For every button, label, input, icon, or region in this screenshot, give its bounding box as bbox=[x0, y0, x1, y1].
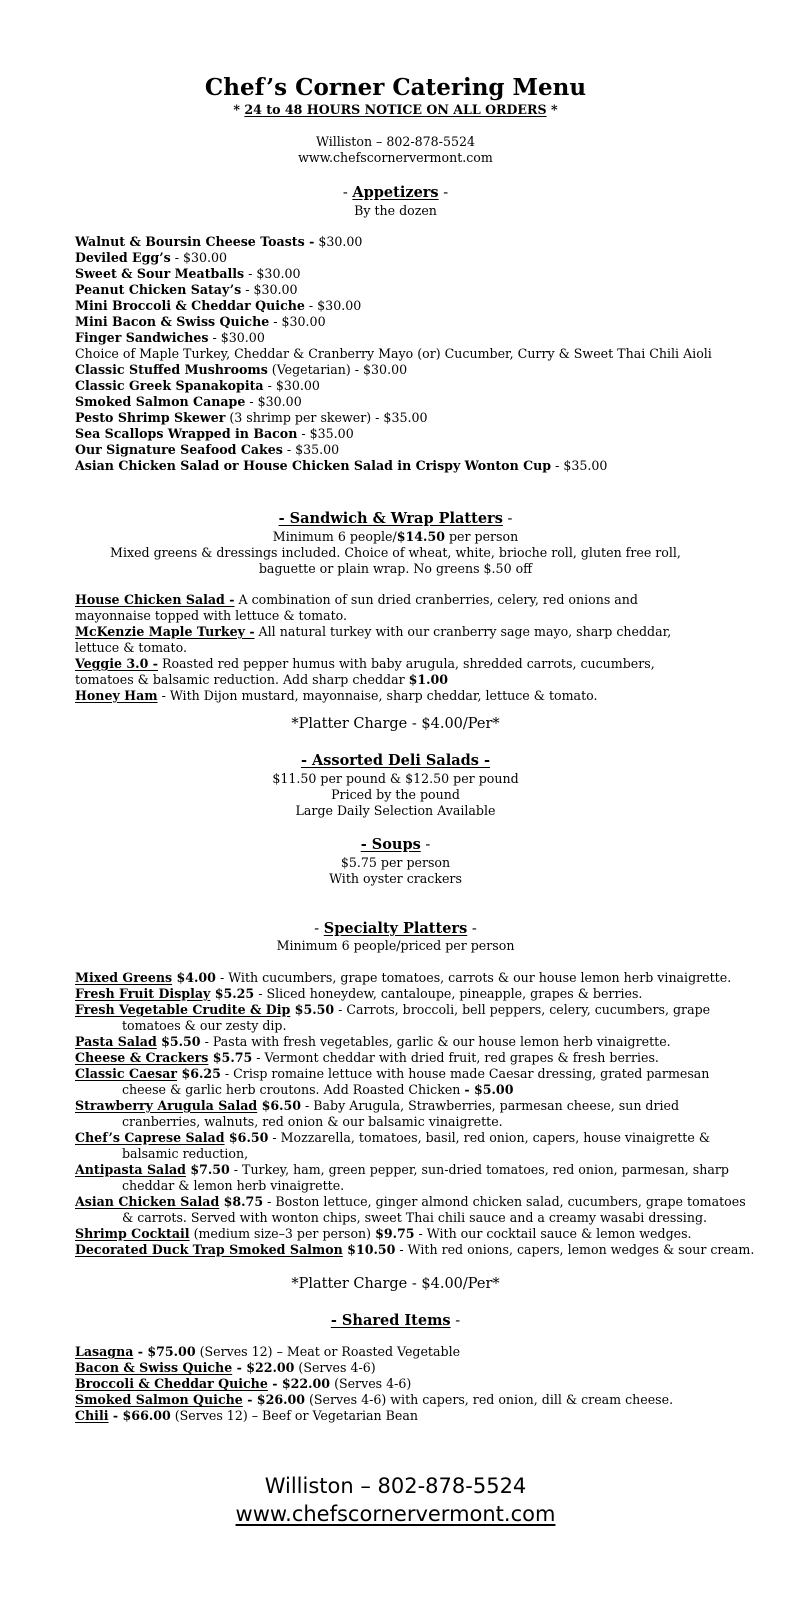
list-item: Strawberry Arugula Salad $6.50 - Baby Arugula, Strawberries, parmesan cheese, sun dried bbox=[75, 1098, 680, 1113]
specialty-list bbox=[75, 970, 755, 1258]
notice-text: 24 to 48 HOURS NOTICE ON ALL ORDERS bbox=[244, 102, 547, 117]
list-item: Asian Chicken Salad $8.75 - Boston lettuce, ginger almond chicken salad, cucumbers, grape tomatoes bbox=[75, 1194, 746, 1209]
list-item: Pesto Shrimp Skewer (3 shrimp per skewer) - $35.00 bbox=[75, 410, 428, 425]
list-item: Mini Broccoli & Cheddar Quiche - $30.00 bbox=[75, 298, 362, 313]
list-item: Our Signature Seafood Cakes - $35.00 bbox=[75, 442, 340, 457]
header-website[interactable]: www.chefscornervermont.com bbox=[298, 150, 493, 165]
list-item: Smoked Salmon Quiche - $26.00 (Serves 4-6) with capers, red onion, dill & cream cheese. bbox=[75, 1392, 674, 1407]
list-item: Smoked Salmon Canape - $30.00 bbox=[75, 394, 302, 409]
list-item: Mini Bacon & Swiss Quiche - $30.00 bbox=[75, 314, 326, 329]
list-item: Bacon & Swiss Quiche - $22.00 (Serves 4-6) bbox=[75, 1360, 376, 1375]
list-item-continuation: & carrots. Served with wonton chips, sweet Thai chili sauce and a creamy wasabi dressing. bbox=[122, 1210, 708, 1225]
list-item: Classic Caesar $6.25 - Crisp romaine lettuce with house made Caesar dressing, grated parmesan bbox=[75, 1066, 710, 1081]
list-item: Deviled Egg’s - $30.00 bbox=[75, 250, 228, 265]
list-item: Choice of Maple Turkey, Cheddar & Cranberry Mayo (or) Cucumber, Curry & Sweet Thai Chili Aioli bbox=[75, 346, 712, 361]
sandwich-note: Mixed greens & dressings included. Choice of wheat, white, brioche roll, gluten free roll, baguette or plain wrap. No greens $.50 off bbox=[110, 545, 681, 576]
notice-star-left: * bbox=[233, 102, 245, 117]
deli-line: Large Daily Selection Available bbox=[295, 803, 496, 818]
shared-list bbox=[75, 1344, 725, 1424]
list-item: Chili - $66.00 (Serves 12) – Beef or Vegetarian Bean bbox=[75, 1408, 418, 1423]
soups-heading: - Soups - bbox=[360, 836, 431, 853]
list-item-continuation: cranberries, walnuts, red onion & our balsamic vinaigrette. bbox=[122, 1114, 503, 1129]
list-item: Fresh Vegetable Crudite & Dip $5.50 - Carrots, broccoli, bell peppers, celery, cucumbers, grape bbox=[75, 1002, 711, 1017]
list-item: Antipasta Salad $7.50 - Turkey, ham, green pepper, sun-dried tomatoes, red onion, parmesan, sharp bbox=[75, 1162, 729, 1177]
appetizers-list bbox=[75, 234, 725, 474]
appetizers-subtitle: By the dozen bbox=[354, 203, 437, 218]
sandwich-heading: - Sandwich & Wrap Platters - bbox=[278, 510, 513, 527]
deli-heading: - Assorted Deli Salads - bbox=[300, 752, 491, 769]
deli-line: Priced by the pound bbox=[331, 787, 460, 802]
header-phone: Williston – 802-878-5524 bbox=[316, 134, 475, 149]
list-item: Broccoli & Cheddar Quiche - $22.00 (Serves 4-6) bbox=[75, 1376, 412, 1391]
sandwich-list bbox=[75, 592, 715, 704]
soups-line: $5.75 per person bbox=[340, 855, 451, 870]
list-item: Classic Stuffed Mushrooms (Vegetarian) - $30.00 bbox=[75, 362, 408, 377]
list-item: Classic Greek Spanakopita - $30.00 bbox=[75, 378, 320, 393]
list-item-continuation: cheese & garlic herb croutons. Add Roasted Chicken - $5.00 bbox=[122, 1082, 514, 1097]
list-item: Lasagna - $75.00 (Serves 12) – Meat or Roasted Vegetable bbox=[75, 1344, 461, 1359]
specialty-platter-charge: *Platter Charge - $4.00/Per* bbox=[291, 1276, 500, 1292]
list-item: Walnut & Boursin Cheese Toasts - $30.00 bbox=[75, 234, 363, 249]
sandwich-minimum: Minimum 6 people/$14.50 per person bbox=[272, 529, 519, 544]
sandwich-platter-charge: *Platter Charge - $4.00/Per* bbox=[291, 716, 500, 732]
appetizers-heading: - Appetizers - bbox=[342, 184, 449, 201]
list-item: Mixed Greens $4.00 - With cucumbers, grape tomatoes, carrots & our house lemon herb vinaigrette. bbox=[75, 970, 732, 985]
soups-line: With oyster crackers bbox=[329, 871, 462, 886]
specialty-subtitle: Minimum 6 people/priced per person bbox=[276, 938, 515, 953]
header-contact bbox=[0, 134, 791, 166]
deli-line: $11.50 per pound & $12.50 per pound bbox=[272, 771, 519, 786]
list-item: Veggie 3.0 - Roasted red pepper humus with baby arugula, shredded carrots, cucumbers, tomatoes & balsamic reduction. Add sharp cheddar $1.00 bbox=[75, 656, 655, 687]
footer-phone: Williston – 802-878-5524 bbox=[264, 1474, 527, 1498]
list-item: Cheese & Crackers $5.75 - Vermont cheddar with dried fruit, red grapes & fresh berries. bbox=[75, 1050, 659, 1065]
footer-website-link[interactable]: www.chefscornervermont.com bbox=[235, 1502, 556, 1526]
specialty-heading: - Specialty Platters - bbox=[314, 920, 477, 937]
list-item: McKenzie Maple Turkey - All natural turkey with our cranberry sage mayo, sharp cheddar, lettuce & tomato. bbox=[75, 624, 672, 655]
menu-title: Chef’s Corner Catering Menu bbox=[204, 74, 587, 101]
list-item-continuation: cheddar & lemon herb vinaigrette. bbox=[122, 1178, 345, 1193]
list-item: Fresh Fruit Display $5.25 - Sliced honeydew, cantaloupe, pineapple, grapes & berries. bbox=[75, 986, 643, 1001]
list-item: Pasta Salad $5.50 - Pasta with fresh vegetables, garlic & our house lemon herb vinaigrette. bbox=[75, 1034, 671, 1049]
list-item-continuation: balsamic reduction, bbox=[122, 1146, 249, 1161]
notice-star-right: * bbox=[546, 102, 558, 117]
list-item: Sweet & Sour Meatballs - $30.00 bbox=[75, 266, 301, 281]
list-item: House Chicken Salad - A combination of sun dried cranberries, celery, red onions and mayonnaise topped with lettuce & tomato. bbox=[75, 592, 638, 623]
list-item-continuation: tomatoes & our zesty dip. bbox=[122, 1018, 287, 1033]
order-notice bbox=[0, 102, 791, 118]
list-item: Finger Sandwiches - $30.00 bbox=[75, 330, 265, 345]
list-item: Shrimp Cocktail (medium size–3 per person) $9.75 - With our cocktail sauce & lemon wedges. bbox=[75, 1226, 692, 1241]
list-item: Honey Ham - With Dijon mustard, mayonnaise, sharp cheddar, lettuce & tomato. bbox=[75, 688, 598, 703]
list-item: Chef’s Caprese Salad $6.50 - Mozzarella, tomatoes, basil, red onion, capers, house vinaigrette & bbox=[75, 1130, 711, 1145]
list-item: Decorated Duck Trap Smoked Salmon $10.50 - With red onions, capers, lemon wedges & sour cream. bbox=[75, 1242, 755, 1257]
list-item: Sea Scallops Wrapped in Bacon - $35.00 bbox=[75, 426, 354, 441]
list-item: Asian Chicken Salad or House Chicken Salad in Crispy Wonton Cup - $35.00 bbox=[75, 458, 608, 473]
list-item: Peanut Chicken Satay’s - $30.00 bbox=[75, 282, 298, 297]
shared-heading: - Shared Items - bbox=[330, 1312, 461, 1329]
footer-contact bbox=[0, 1472, 791, 1528]
